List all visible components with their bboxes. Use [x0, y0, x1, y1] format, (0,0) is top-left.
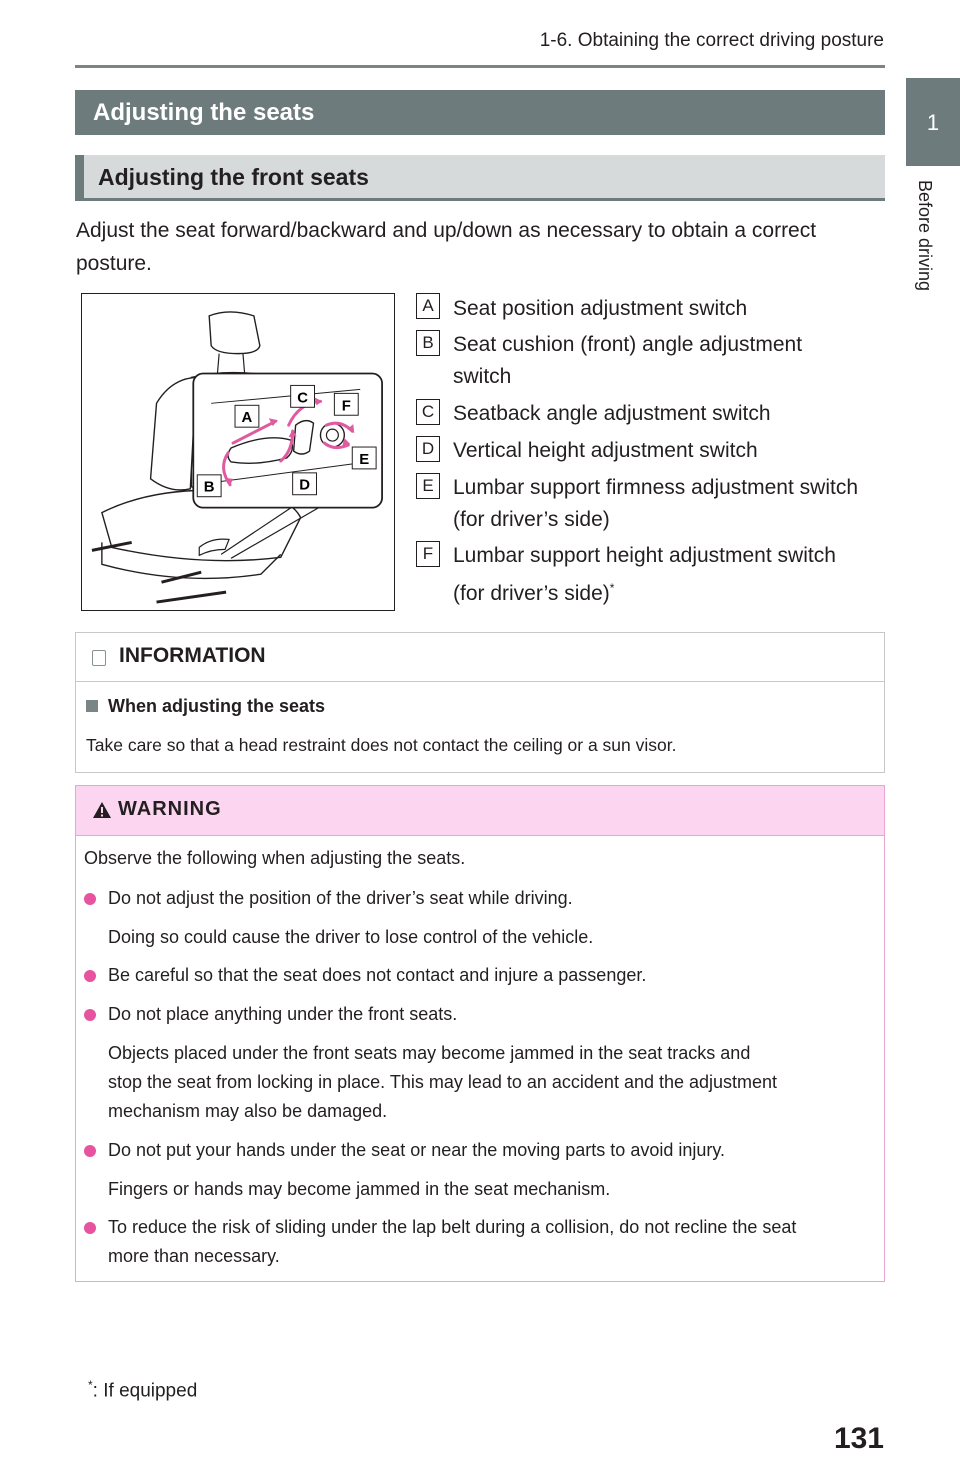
seat-diagram — [82, 294, 394, 610]
footnote-mark: * — [88, 1378, 93, 1392]
information-box — [75, 632, 885, 773]
bullet-icon — [84, 1145, 96, 1157]
warning-item-4: Do not put your hands under the seat or near the moving parts to avoid injury. — [108, 1140, 726, 1160]
legend-key-b: B — [416, 330, 440, 356]
section-title-bar — [75, 90, 885, 135]
legend-c-line-1: Seatback angle adjustment switch — [453, 402, 771, 425]
information-heading: INFORMATION — [119, 644, 266, 667]
legend-e-line-1: Lumbar support firmness adjustment switch — [453, 476, 858, 499]
header-rule — [75, 65, 885, 68]
information-subheading — [86, 696, 325, 717]
warning-item-3: Do not place anything under the front seats. — [108, 1004, 458, 1024]
legend-text-a — [453, 293, 893, 325]
bullet-icon — [84, 1009, 96, 1021]
information-subheading-text: When adjusting the seats — [108, 696, 326, 716]
page-number: 131 — [833, 1422, 884, 1455]
warning-intro: Observe the following when adjusting the seats. — [84, 848, 466, 868]
warning-item-1: Do not adjust the position of the driver’s seat while driving. — [108, 888, 573, 908]
intro-paragraph: Adjust the seat forward/backward and up/down as necessary to obtain a correct posture. — [76, 219, 817, 275]
subsection-title-bar — [75, 155, 885, 201]
square-bullet-icon — [86, 700, 98, 712]
warning-triangle-icon — [92, 801, 112, 819]
legend-f-line-2: (for driver’s side) — [453, 582, 610, 605]
chapter-label: Before driving — [915, 180, 935, 292]
warning-item-5: To reduce the risk of sliding under the lap belt during a collision, do not recline the seat — [108, 1217, 797, 1237]
legend-f-line-1: Lumbar support height adjustment switch — [453, 544, 836, 567]
legend-d-line-1: Vertical height adjustment switch — [453, 439, 758, 462]
subsection-title: Adjusting the front seats — [98, 164, 369, 190]
callout-d: D — [299, 477, 310, 494]
legend-a-line-1: Seat position adjustment switch — [453, 297, 748, 320]
callout-a: A — [241, 410, 253, 427]
legend-key-e: E — [416, 473, 440, 499]
section-header: 1-6. Obtaining the correct driving posture — [539, 30, 884, 51]
chapter-tab — [906, 78, 960, 166]
chapter-number: 1 — [926, 110, 940, 135]
legend-text-b — [453, 329, 893, 393]
warning-item-3-detail-3: mechanism may also be damaged. — [108, 1101, 388, 1121]
warning-item-3-detail-1: Objects placed under the front seats may become jammed in the seat tracks and — [108, 1043, 751, 1063]
legend-b-line-1: Seat cushion (front) angle adjustment — [453, 333, 803, 356]
warning-item-2: Be careful so that the seat does not contact and injure a passenger. — [108, 965, 647, 985]
legend-text-d — [453, 435, 893, 467]
subtitle-accent — [75, 155, 84, 198]
section-title: Adjusting the seats — [93, 99, 315, 126]
warning-item-4-detail: Fingers or hands may become jammed in the seat mechanism. — [108, 1179, 611, 1199]
legend-text-c — [453, 398, 893, 430]
legend-text-e — [453, 472, 893, 536]
warning-item-5-detail: more than necessary. — [108, 1246, 280, 1266]
information-body: Take care so that a head restraint does not contact the ceiling or a sun visor. — [86, 735, 677, 755]
legend-key-c: C — [416, 399, 440, 425]
bullet-icon — [84, 970, 96, 982]
note-icon — [92, 650, 106, 666]
callout-b: B — [203, 479, 215, 496]
legend-text-f — [453, 540, 893, 610]
legend-b-line-2: switch — [453, 365, 512, 388]
bullet-icon — [84, 1222, 96, 1234]
bullet-icon — [84, 893, 96, 905]
chapter-label-container — [906, 180, 960, 310]
warning-header — [76, 786, 884, 836]
warning-heading: WARNING — [118, 798, 222, 820]
footnote-text: : If equipped — [92, 1380, 198, 1402]
legend-key-f: F — [416, 541, 440, 567]
legend-key-a: A — [416, 293, 440, 319]
seat-illustration — [81, 293, 395, 611]
warning-item-3-detail-2: stop the seat from locking in place. This may lead to an accident and the adjustment — [108, 1072, 778, 1092]
legend-key-d: D — [416, 436, 440, 462]
callout-e: E — [359, 451, 370, 468]
callout-f: F — [341, 398, 351, 415]
information-header — [76, 633, 884, 682]
legend-e-line-2: (for driver’s side) — [453, 508, 610, 531]
callout-c: C — [297, 390, 308, 407]
footnote — [88, 1378, 197, 1402]
footnote-marker: * — [609, 581, 615, 595]
warning-item-1-detail: Doing so could cause the driver to lose control of the vehicle. — [108, 927, 594, 947]
